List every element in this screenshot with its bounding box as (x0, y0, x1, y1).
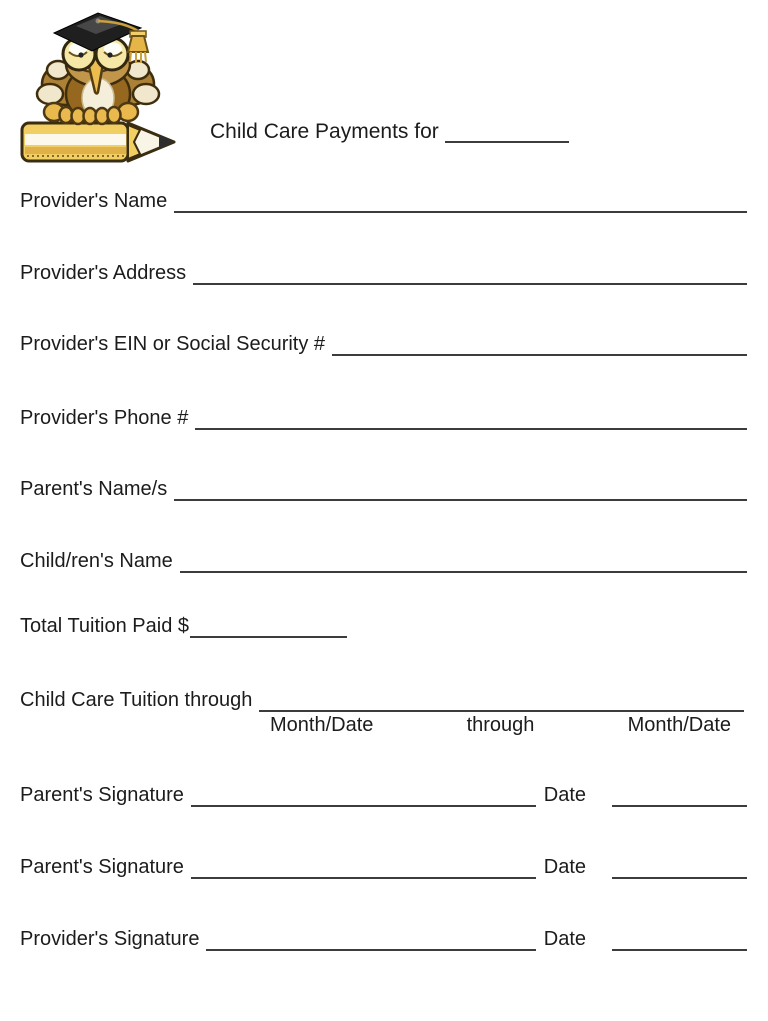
provider-name-label: Provider's Name (20, 190, 168, 212)
field-row-parents-name (20, 475, 747, 501)
field-row-provider-phone (20, 404, 747, 430)
tuition-through-blank-field[interactable] (259, 686, 744, 712)
parent-signature-2-blank-field[interactable] (191, 853, 536, 879)
title-year-blank-field[interactable] (445, 117, 569, 143)
field-row-provider-address (20, 259, 747, 285)
children-name-blank-field[interactable] (180, 547, 747, 573)
children-name-label: Child/ren's Name (20, 550, 173, 572)
signature-row-parent-2 (20, 853, 747, 879)
provider-signature-label: Provider's Signature (20, 928, 200, 950)
parent-signature-1-blank-field[interactable] (191, 781, 536, 807)
field-row-children-name (20, 547, 747, 573)
parents-name-blank-field[interactable] (174, 475, 747, 501)
through-label: through (466, 714, 535, 736)
graduate-owl-logo (14, 6, 186, 166)
parent-signature-2-date-blank-field[interactable] (612, 853, 747, 879)
parents-name-label: Parent's Name/s (20, 478, 168, 500)
field-row-tuition-through (20, 686, 744, 712)
signature-row-parent-1 (20, 781, 747, 807)
provider-address-blank-field[interactable] (193, 259, 747, 285)
signature-row-provider (20, 925, 747, 951)
parent-signature-2-date-label: Date (543, 856, 586, 878)
tuition-through-sublabels (260, 714, 742, 737)
provider-signature-date-blank-field[interactable] (612, 925, 747, 951)
parent-signature-1-date-label: Date (543, 784, 586, 806)
pencil-graphic (22, 123, 174, 161)
provider-ein-label: Provider's EIN or Social Security # (20, 333, 326, 355)
form-title: Child Care Payments for (210, 120, 439, 143)
provider-signature-date-label: Date (543, 928, 586, 950)
provider-phone-blank-field[interactable] (195, 404, 747, 430)
provider-ein-blank-field[interactable] (332, 330, 747, 356)
provider-signature-blank-field[interactable] (206, 925, 535, 951)
month-date-start-label: Month/Date (270, 714, 374, 736)
provider-phone-label: Provider's Phone # (20, 407, 189, 429)
parent-signature-2-label: Parent's Signature (20, 856, 184, 878)
form-title-row (210, 117, 569, 143)
parent-signature-1-label: Parent's Signature (20, 784, 184, 806)
provider-address-label: Provider's Address (20, 262, 187, 284)
tuition-through-label: Child Care Tuition through (20, 689, 253, 711)
field-row-provider-name (20, 187, 747, 213)
provider-name-blank-field[interactable] (174, 187, 747, 213)
month-date-end-label: Month/Date (627, 714, 731, 736)
graduate-owl-on-pencil-illustration (14, 6, 186, 166)
total-tuition-paid-blank-field[interactable] (190, 612, 347, 638)
total-tuition-paid-label: Total Tuition Paid $ (20, 615, 189, 637)
parent-signature-1-date-blank-field[interactable] (612, 781, 747, 807)
field-row-total-tuition-paid (20, 612, 747, 638)
field-row-provider-ein (20, 330, 747, 356)
